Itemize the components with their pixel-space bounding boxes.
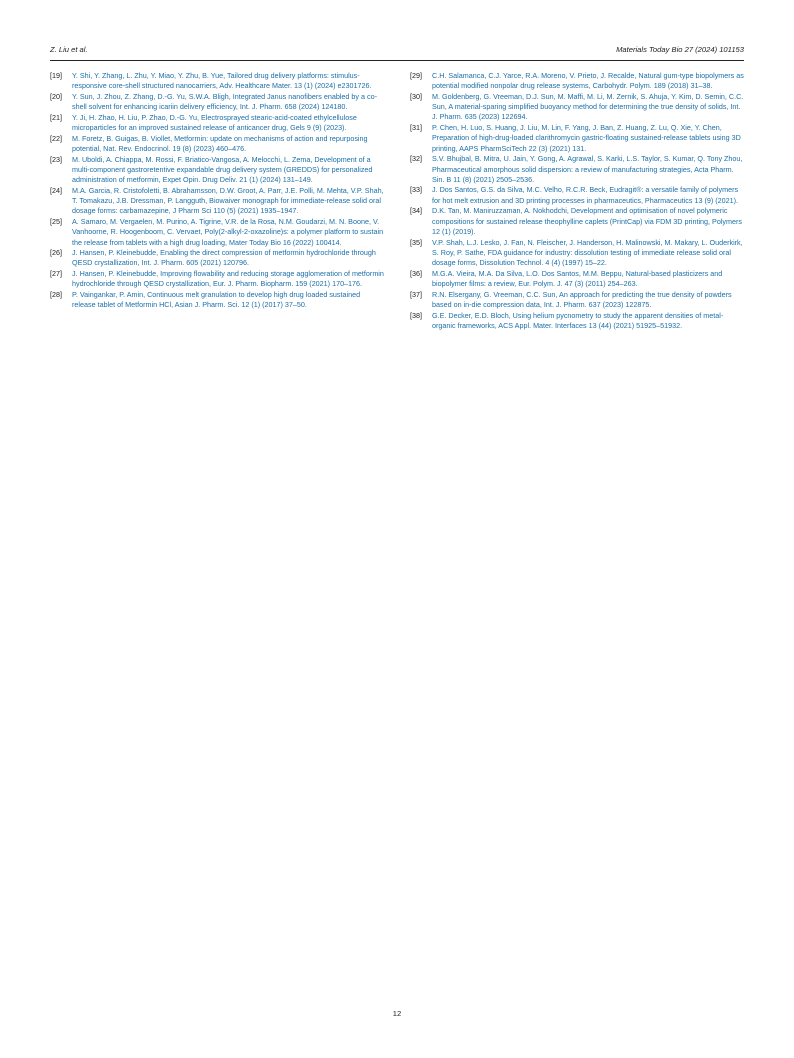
header-authors: Z. Liu et al. xyxy=(50,45,88,54)
reference-item xyxy=(50,217,384,248)
reference-link[interactable]: M. Goldenberg, G. Vreeman, D.J. Sun, M. Maffi, M. Li, M. Zernik, S. Ahuja, Y. Kim, D. Semin, C.C. Sun, A material-sparing simplified buoyancy method for determining the true density of solids, Int. J. Pharm. 635 (2023) 122694. xyxy=(432,91,744,122)
reference-item xyxy=(50,248,384,269)
reference-number: [26] xyxy=(50,248,62,258)
header-rule xyxy=(50,60,744,61)
reference-number: [20] xyxy=(50,91,62,101)
page-number: 12 xyxy=(392,1009,402,1018)
reference-link[interactable]: Y. Shi, Y. Zhang, L. Zhu, Y. Miao, Y. Zhu, B. Yue, Tailored drug delivery platforms: stimulus-responsive core-shell structured nanocarriers, Adv. Healthcare Mater. 13 (1) (2024) e2301726. xyxy=(72,71,372,91)
reference-link[interactable]: D.K. Tan, M. Maniruzzaman, A. Nokhodchi, Development and optimisation of novel polymeric compositions for sustained release theophylline caplets (PrintCap) via FDM 3D printing, Polymers 12 (1) (2019). xyxy=(432,206,742,236)
reference-link[interactable]: C.H. Salamanca, C.J. Yarce, R.A. Moreno, V. Prieto, J. Recalde, Natural gum-type biopolymers as potential modified nonpolar drug release systems, Carbohydr. Polym. 189 (2018) 31–38. xyxy=(432,71,744,91)
reference-link[interactable]: Y. Ji, H. Zhao, H. Liu, P. Zhao, D.-G. Yu, Electrosprayed stearic-acid-coated ethylcellulose microparticles for an improved sustained release of anticancer drug, Gels 9 (9) (2023). xyxy=(72,112,357,133)
reference-item xyxy=(50,186,384,217)
reference-number: [37] xyxy=(410,289,422,299)
reference-number: [23] xyxy=(50,154,62,164)
reference-item xyxy=(410,290,744,311)
reference-item xyxy=(50,155,384,186)
reference-item xyxy=(50,269,384,290)
reference-link[interactable]: P. Chen, H. Luo, S. Huang, J. Liu, M. Lin, F. Yang, J. Ban, Z. Huang, Z. Lu, Q. Xie, Y. Chen, Preparation of high-drug-loaded clarithromycin gastric-floating sustained-release tablets using 3D printing, AAPS PharmSciTech 22 (3) (2021) 131. xyxy=(432,123,741,153)
reference-number: [38] xyxy=(410,310,422,320)
reference-number: [21] xyxy=(50,112,62,122)
references-column-right xyxy=(410,71,744,331)
reference-item xyxy=(50,134,384,155)
reference-item xyxy=(410,238,744,269)
reference-link[interactable]: G.E. Decker, E.D. Bloch, Using helium pycnometry to study the apparent densities of metal-organic frameworks, ACS Appl. Mater. Interfaces 13 (44) (2021) 51925–51932. xyxy=(432,310,724,330)
reference-link[interactable]: V.P. Shah, L.J. Lesko, J. Fan, N. Fleischer, J. Handerson, H. Malinowski, M. Makary, L. Ouderkirk, S. Roy, P. Sathe, FDA guidance for industry: dissolution testing of immediate release solid oral dosage forms, Dissolution Technol. 4 (4) (1997) 15–22. xyxy=(432,237,743,268)
references-column-left xyxy=(50,71,384,311)
reference-number: [33] xyxy=(410,185,422,195)
reference-item xyxy=(50,71,384,92)
reference-number: [29] xyxy=(410,71,422,80)
reference-number: [19] xyxy=(50,71,62,80)
reference-link[interactable]: M. Uboldi, A. Chiappa, M. Rossi, F. Briatico-Vangosa, A. Melocchi, L. Zema, Development of a multi-component gastroretentive expandable drug delivery system (GREDDS) for personalized administration of metformin, Expet Opin. Drug Deliv. 21 (1) (2024) 131–149. xyxy=(72,154,373,185)
reference-link[interactable]: M.G.A. Vieira, M.A. Da Silva, L.O. Dos Santos, M.M. Beppu, Natural-based plasticizers and biopolymer films: a review, Eur. Polym. J. 47 (3) (2011) 254–263. xyxy=(432,268,723,289)
reference-number: [31] xyxy=(410,123,422,133)
reference-number: [28] xyxy=(50,289,62,299)
reference-link[interactable]: S.V. Bhujbal, B. Mitra, U. Jain, Y. Gong, A. Agrawal, S. Karki, L.S. Taylor, S. Kumar, Q. Tony Zhou, Pharmaceutical amorphous solid dispersion: a review of manufacturing strategies, Acta Pharm. Sin. B 11 (8) (2021) 2505–2536. xyxy=(432,154,743,184)
reference-number: [27] xyxy=(50,269,62,279)
reference-number: [30] xyxy=(410,91,422,101)
reference-item xyxy=(410,269,744,290)
reference-item xyxy=(410,92,744,123)
reference-number: [36] xyxy=(410,268,422,278)
reference-item xyxy=(50,92,384,113)
reference-link[interactable]: P. Vaingankar, P. Amin, Continuous melt granulation to develop high drug loaded sustained release tablet of Metformin HCl, Asian J. Pharm. Sci. 12 (1) (2017) 37–50. xyxy=(72,289,361,310)
reference-item xyxy=(410,185,744,206)
reference-link[interactable]: Y. Sun, J. Zhou, Z. Zhang, D.-G. Yu, S.W.A. Bligh, Integrated Janus nanofibers enabled by a co-shell solvent for enhancing icariin delivery efficiency, Int. J. Pharm. 658 (2024) 124180. xyxy=(72,91,377,112)
reference-link[interactable]: M. Foretz, B. Guigas, B. Viollet, Metformin: update on mechanisms of action and repurposing potential, Nat. Rev. Endocrinol. 19 (8) (2023) 460–476. xyxy=(72,133,368,153)
reference-item xyxy=(50,113,384,134)
reference-number: [24] xyxy=(50,185,62,195)
reference-item xyxy=(410,206,744,237)
reference-number: [35] xyxy=(410,237,422,247)
reference-link[interactable]: J. Hansen, P. Kleinebudde, Enabling the direct compression of metformin hydrochloride through QESD crystallization, Int. J. Pharm. 605 (2021) 120796. xyxy=(72,248,376,268)
reference-number: [32] xyxy=(410,154,422,164)
reference-link[interactable]: M.A. Garcia, R. Cristofoletti, B. Abrahamsson, D.W. Groot, A. Parr, J.E. Polli, M. Mehta, V.P. Shah, T. Tomakazu, J.B. Dressman, P. Langguth, Biowaiver monograph for immediate-release solid oral dosage forms: carbamazepine, J Pharm Sci 110 (5) (2021) 1935–1947. xyxy=(72,185,384,216)
reference-number: [25] xyxy=(50,216,62,226)
reference-link[interactable]: A. Samaro, M. Vergaelen, M. Purino, A. Tigrine, V.R. de la Rosa, N.M. Goudarzi, M. N. Boone, V. Vanhoorne, R. Hoogenboom, C. Vervaet, Poly(2-alkyl-2-oxazoline)s: a polymer platform to sustain the release from tablets with a high drug loading, Mater Today Bio 16 (2022) 100414. xyxy=(72,216,384,247)
reference-link[interactable]: R.N. Elsergany, G. Vreeman, C.C. Sun, An approach for predicting the true density of powders based on in-die compression data, Int. J. Pharm. 637 (2023) 122875. xyxy=(432,289,732,309)
running-header xyxy=(50,45,744,57)
reference-item xyxy=(410,71,744,92)
reference-number: [22] xyxy=(50,133,62,143)
reference-item xyxy=(410,311,744,332)
reference-item xyxy=(50,290,384,311)
reference-link[interactable]: J. Hansen, P. Kleinebudde, Improving flowability and reducing storage agglomeration of metformin hydrochloride through QESD crystallization, Eur. J. Pharm. Biopharm. 159 (2021) 170–176. xyxy=(72,269,384,289)
header-journal: Materials Today Bio 27 (2024) 101153 xyxy=(616,45,744,54)
reference-number: [34] xyxy=(410,206,422,216)
reference-item xyxy=(410,123,744,154)
reference-link[interactable]: J. Dos Santos, G.S. da Silva, M.C. Velho, R.C.R. Beck, Eudragit®: a versatile family of polymers for hot melt extrusion and 3D printing processes in pharmaceutics, Pharmaceutics 13 (9) (2021). xyxy=(432,185,739,205)
reference-item xyxy=(410,154,744,185)
